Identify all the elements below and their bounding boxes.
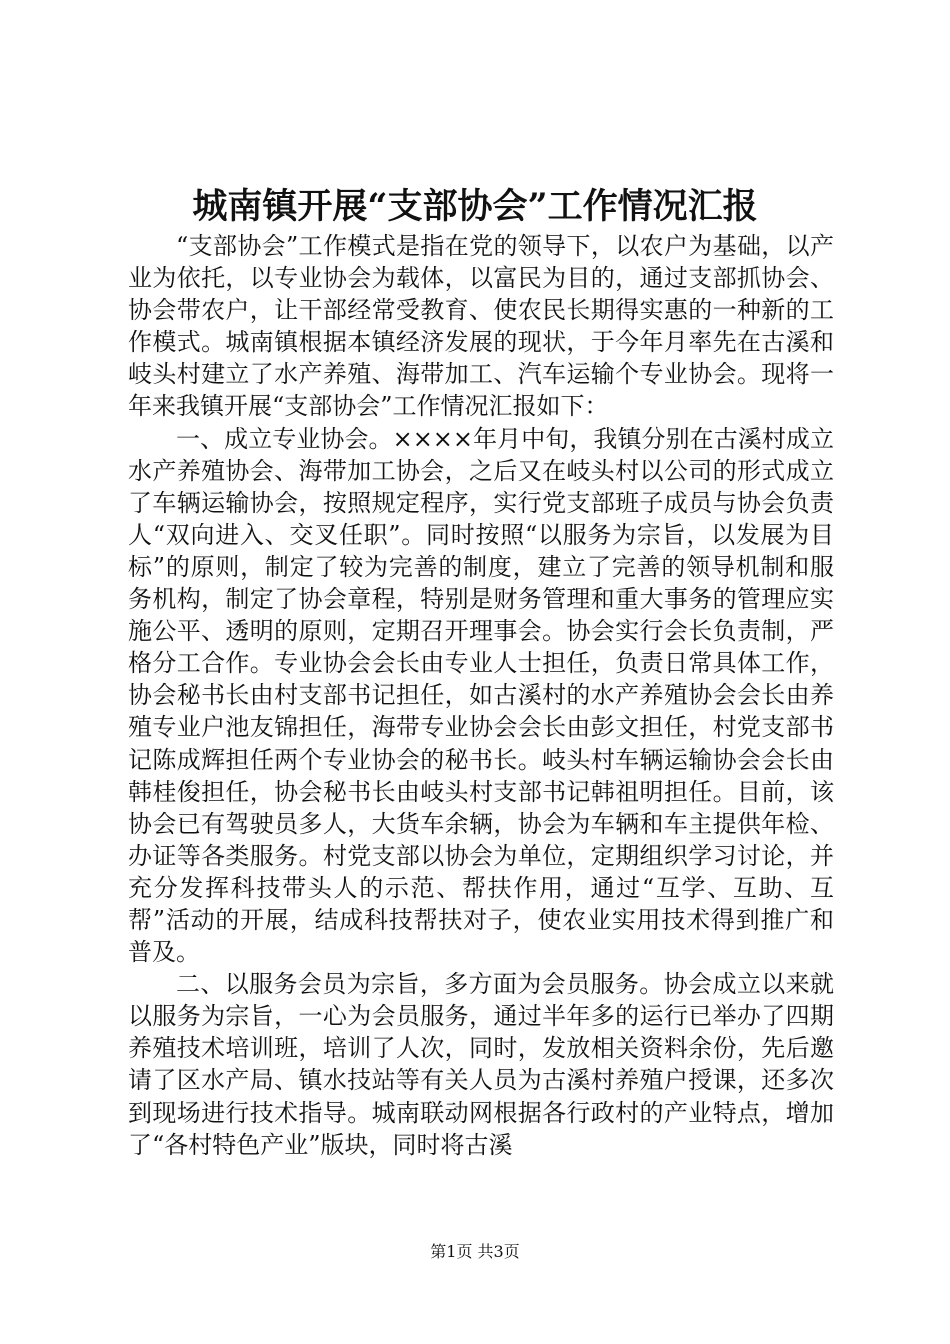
- document-body: [128, 230, 834, 1161]
- paragraph-intro: “支部协会”工作模式是指在党的领导下，以农户为基础，以产业为依托，以专业协会为载体，以富民为目的，通过支部抓协会、协会带农户，让干部经常受教育、使农民长期得实惠的一种新的工作模式。城南镇根据本镇经济发展的现状，于今年月率先在古溪和岐头村建立了水产养殖、海带加工、汽车运输个专业协会。现将一年来我镇开展“支部协会”工作情况汇报如下：: [128, 232, 834, 421]
- paragraph-section-two: 二、以服务会员为宗旨，多方面为会员服务。协会成立以来就以服务为宗旨，一心为会员服务，通过半年多的运行已举办了四期养殖技术培训班，培训了人次，同时，发放相关资料余份，先后邀请了区水产局、镇水技站等有关人员为古溪村养殖户授课，还多次到现场进行技术指导。城南联动网根据各行政村的产业特点，增加了“各村特色产业”版块，同时将古溪: [128, 970, 834, 1159]
- paragraph-section-one: 一、成立专业协会。××××年月中旬，我镇分别在古溪村成立水产养殖协会、海带加工协会，之后又在岐头村以公司的形式成立了车辆运输协会，按照规定程序，实行党支部班子成员与协会负责人“双向进入、交叉任职”。同时按照“以服务为宗旨，以发展为目标”的原则，制定了较为完善的制度，建立了完善的领导机制和服务机构，制定了协会章程，特别是财务管理和重大事务的管理应实施公平、透明的原则，定期召开理事会。协会实行会长负责制，严格分工合作。专业协会会长由专业人士担任，负责日常具体工作，协会秘书长由村支部书记担任，如古溪村的水产养殖协会会长由养殖专业户池友锦担任，海带专业协会会长由彭文担任，村党支部书记陈成辉担任两个专业协会的秘书长。岐头村车辆运输协会会长由韩桂俊担任，协会秘书长由岐头村支部书记韩祖明担任。目前，该协会已有驾驶员多人，大货车余辆，协会为车辆和车主提供年检、办证等各类服务。村党支部以协会为单位，定期组织学习讨论，并充分发挥科技带头人的示范、帮扶作用，通过“互学、互助、互帮”活动的开展，结成科技帮扶对子，使农业实用技术得到推广和普及。: [128, 424, 834, 967]
- page-number-footer: 第1页 共3页: [430, 1242, 520, 1261]
- document-title: 城南镇开展“支部协会”工作情况汇报: [192, 186, 758, 227]
